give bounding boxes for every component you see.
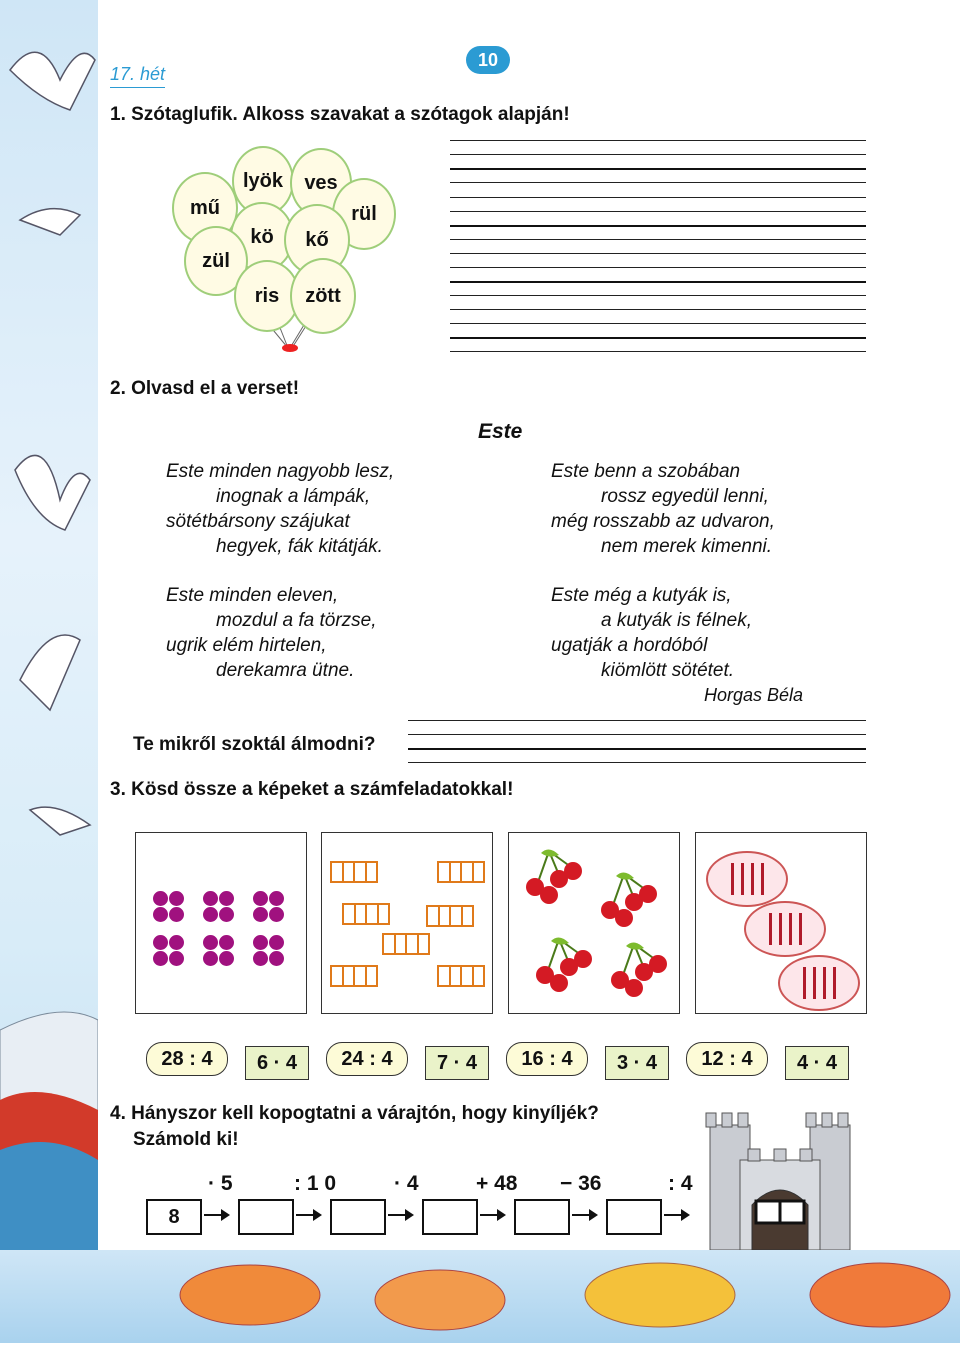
stick-group-icon: [706, 851, 788, 907]
fish-band-decoration: [0, 1250, 960, 1343]
poem-line: sötétbársony szájukat: [166, 511, 350, 532]
poem-line: mozdul a fa törzse,: [216, 610, 377, 631]
expression-box[interactable]: 3 · 4: [605, 1046, 669, 1080]
poem-line: ugrik elém hirtelen,: [166, 635, 327, 656]
chain-operation: + 48: [476, 1172, 518, 1195]
poem-column-2: [551, 459, 775, 683]
chain-answer-box[interactable]: [330, 1199, 386, 1235]
chain-operation: · 5: [208, 1172, 233, 1195]
chain-answer-box[interactable]: [422, 1199, 478, 1235]
balloon: mű: [172, 172, 238, 244]
arrow-icon: [388, 1214, 412, 1216]
chain-start-box: 8: [146, 1199, 202, 1235]
expression-pill[interactable]: 28 : 4: [146, 1042, 228, 1076]
box-icon: [382, 933, 430, 955]
poem-column-1: [166, 459, 394, 683]
chain-answer-box[interactable]: [238, 1199, 294, 1235]
poem-line: kiömlött sötétet.: [601, 660, 735, 681]
expression-pill[interactable]: 12 : 4: [686, 1042, 768, 1076]
box-icon: [330, 965, 378, 987]
poem-title: Este: [478, 420, 523, 443]
flower-icon: [253, 891, 285, 923]
task4-subtitle: Számold ki!: [133, 1129, 239, 1150]
flower-icon: [153, 891, 185, 923]
cherry-icons: [509, 833, 679, 1013]
chain-answer-box[interactable]: [606, 1199, 662, 1235]
picture-flowers[interactable]: [135, 832, 307, 1014]
answer-lines-task2[interactable]: [408, 718, 866, 768]
box-icon: [426, 905, 474, 927]
week-label: 17. hét: [110, 64, 165, 88]
flower-icon: [203, 935, 235, 967]
box-icon: [342, 903, 390, 925]
fish-illustrations: [0, 1250, 960, 1343]
poem-line: rossz egyedül lenni,: [601, 486, 769, 507]
flower-icon: [203, 891, 235, 923]
arrow-icon: [572, 1214, 596, 1216]
expression-box[interactable]: 7 · 4: [425, 1046, 489, 1080]
poem-line: nem merek kimenni.: [601, 536, 773, 557]
task3-title: 3. Kösd össze a képeket a számfeladatokkal!: [110, 779, 514, 800]
balloon: kö: [230, 202, 294, 272]
expression-box[interactable]: 6 · 4: [245, 1046, 309, 1080]
chain-answer-box[interactable]: [514, 1199, 570, 1235]
arrow-icon: [204, 1214, 228, 1216]
page-number-badge: 10: [466, 46, 510, 74]
dream-question: Te mikről szoktál álmodni?: [133, 734, 376, 755]
arrow-icon: [664, 1214, 688, 1216]
task4-title: 4. Hányszor kell kopogtatni a várajtón, hogy kinyíljék?: [110, 1103, 599, 1124]
expression-pill[interactable]: 24 : 4: [326, 1042, 408, 1076]
flower-icon: [253, 935, 285, 967]
balloon: rül: [332, 178, 396, 250]
stick-group-icon: [778, 955, 860, 1011]
balloon-cluster: [160, 140, 400, 360]
picture-boxes[interactable]: [321, 832, 493, 1014]
task1-title: 1. Szótaglufik. Alkoss szavakat a szótagok alapján!: [110, 104, 570, 125]
expression-box[interactable]: 4 · 4: [785, 1046, 849, 1080]
arrow-icon: [480, 1214, 504, 1216]
seagull-illustrations: [0, 0, 98, 1250]
poem-line: Este minden nagyobb lesz,: [166, 461, 395, 482]
chain-operation: − 36: [560, 1172, 602, 1195]
stick-group-icon: [744, 901, 826, 957]
writing-lines-task1[interactable]: [450, 140, 866, 355]
poem-line: Este még a kutyák is,: [551, 585, 732, 606]
poem-line: Este benn a szobában: [551, 461, 741, 482]
task2-title: 2. Olvasd el a verset!: [110, 378, 300, 399]
poem-line: még rosszabb az udvaron,: [551, 511, 775, 532]
poem-line: Este minden eleven,: [166, 585, 339, 606]
poem-author: Horgas Béla: [704, 685, 804, 705]
expression-pill[interactable]: 16 : 4: [506, 1042, 588, 1076]
chain-operation: · 4: [394, 1172, 419, 1195]
poem-line: inognak a lámpák,: [216, 486, 371, 507]
box-icon: [437, 965, 485, 987]
chain-operation: : 1 0: [294, 1172, 337, 1195]
poem-line: hegyek, fák kitátják.: [216, 536, 383, 557]
poem-line: a kutyák is félnek,: [601, 610, 753, 631]
balloon: lyök: [232, 146, 294, 216]
picture-sticks[interactable]: [695, 832, 867, 1014]
poem-line: derekamra ütne.: [216, 660, 355, 681]
box-icon: [330, 861, 378, 883]
poem-line: ugatják a hordóból: [551, 635, 708, 656]
balloon: kő: [284, 204, 350, 276]
balloon: zött: [290, 258, 356, 334]
picture-cherries[interactable]: [508, 832, 680, 1014]
chain-operation: : 4: [668, 1172, 693, 1195]
arrow-icon: [296, 1214, 320, 1216]
balloon: zül: [184, 226, 248, 296]
box-icon: [437, 861, 485, 883]
balloon: ves: [290, 148, 352, 218]
castle-icon: [700, 1105, 860, 1250]
sidebar-decoration: [0, 0, 98, 1343]
balloon: ris: [234, 260, 300, 332]
flower-icon: [153, 935, 185, 967]
